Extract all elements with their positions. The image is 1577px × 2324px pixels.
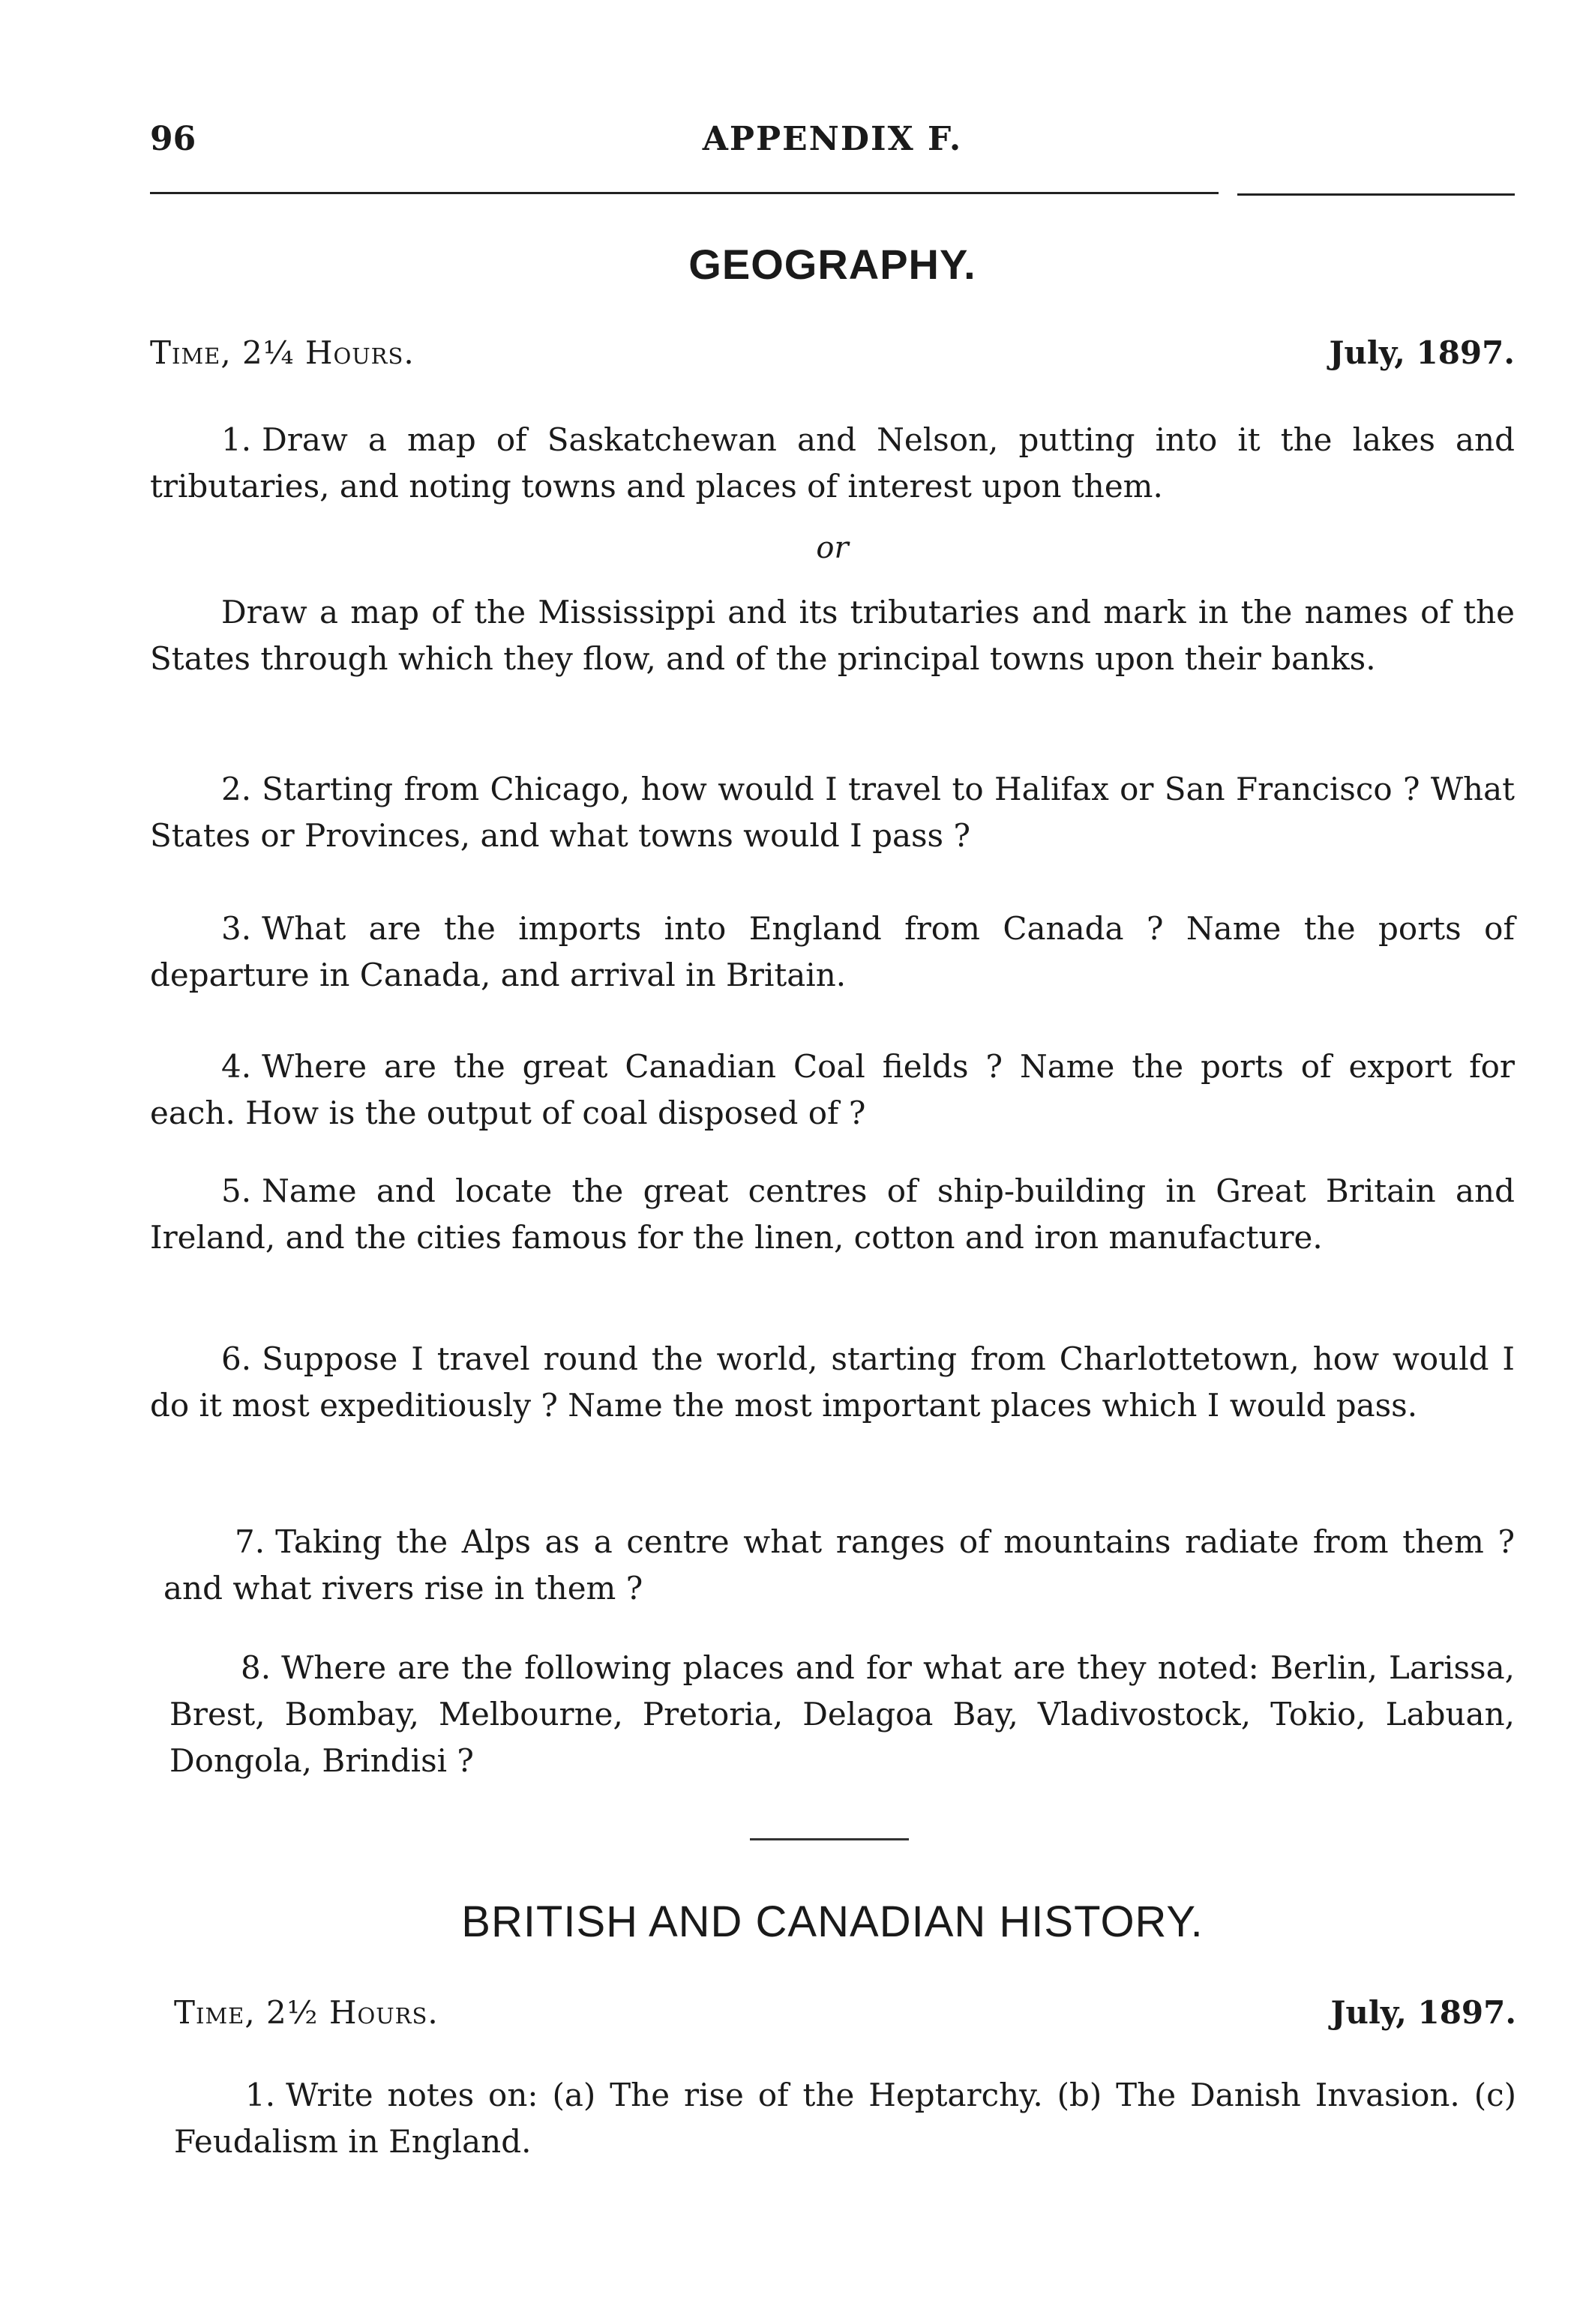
geography-exam-date: July, 1897. [1329,334,1515,371]
geography-question-1 [150,417,1515,510]
or-separator: or [816,531,849,565]
question-text: Draw a map of Saskatchewan and Nelson, putting into it the lakes and tributaries, and noting towns and places of interest upon them. [150,421,1515,505]
geography-question-1-alternative [150,589,1515,682]
question-number: 3. [221,910,252,947]
geography-question-3 [150,906,1515,999]
question-text: What are the imports into England from Canada ? Name the ports of departure in Canada, and arrival in Britain. [150,910,1515,993]
question-number: 5. [221,1172,252,1209]
geography-question-4 [150,1044,1515,1137]
history-exam-date: July, 1897. [1330,1994,1516,2031]
header-rule-right [1237,193,1515,196]
question-number: 1. [221,421,252,458]
question-number: 8. [241,1649,271,1686]
history-question-1 [174,2072,1516,2165]
geography-question-2 [150,766,1515,859]
running-head: APPENDIX F. [702,120,963,158]
page-number: 96 [150,120,196,158]
question-number: 2. [221,771,252,807]
geography-question-6 [150,1336,1515,1429]
question-text: Where are the following places and for what are they noted: Berlin, Larissa, Brest, Bombay, Melbourne, Pretoria, Delagoa Bay, Vladivostock, Tokio, Labuan, Dongola, Brindisi ? [169,1649,1515,1779]
history-title: BRITISH AND CANADIAN HISTORY. [461,1897,1204,1946]
question-text: Write notes on: (a) The rise of the Heptarchy. (b) The Danish Invasion. (c) Feudalism in England. [174,2077,1516,2160]
question-number: 7. [235,1523,265,1560]
question-number: 4. [221,1048,252,1085]
geography-question-7 [163,1519,1515,1612]
question-text: Name and locate the great centres of ship-building in Great Britain and Ireland, and the cities famous for the linen, cotton and iron manufacture. [150,1172,1515,1256]
question-text: Starting from Chicago, how would I travel to Halifax or San Francisco ? What States or Provinces, and what towns would I pass ? [150,771,1515,854]
question-text: Taking the Alps as a centre what ranges of mountains radiate from them ? and what rivers rise in them ? [163,1523,1515,1607]
history-time-allowed: Time, 2½ Hours. [174,1994,439,2031]
header-rule-left [150,192,1219,194]
history-meta [174,1994,1516,2039]
question-text: Where are the great Canadian Coal fields ? Name the ports of export for each. How is the output of coal disposed of ? [150,1048,1515,1131]
page-header [150,120,1515,165]
question-number: 6. [221,1340,252,1377]
geography-meta [150,334,1515,379]
section-divider [750,1838,909,1840]
question-text: Draw a map of the Mississippi and its tributaries and mark in the names of the States through which they flow, and of the principal towns upon their banks. [150,594,1515,677]
geography-question-5 [150,1168,1515,1261]
question-number: 1. [245,2077,276,2113]
question-text: Suppose I travel round the world, starting from Charlottetown, how would I do it most expeditiously ? Name the most important places which I would pass. [150,1340,1515,1424]
geography-title: GEOGRAPHY. [688,241,976,288]
geography-time-allowed: Time, 2¼ Hours. [150,334,415,371]
geography-question-8 [169,1645,1515,1784]
